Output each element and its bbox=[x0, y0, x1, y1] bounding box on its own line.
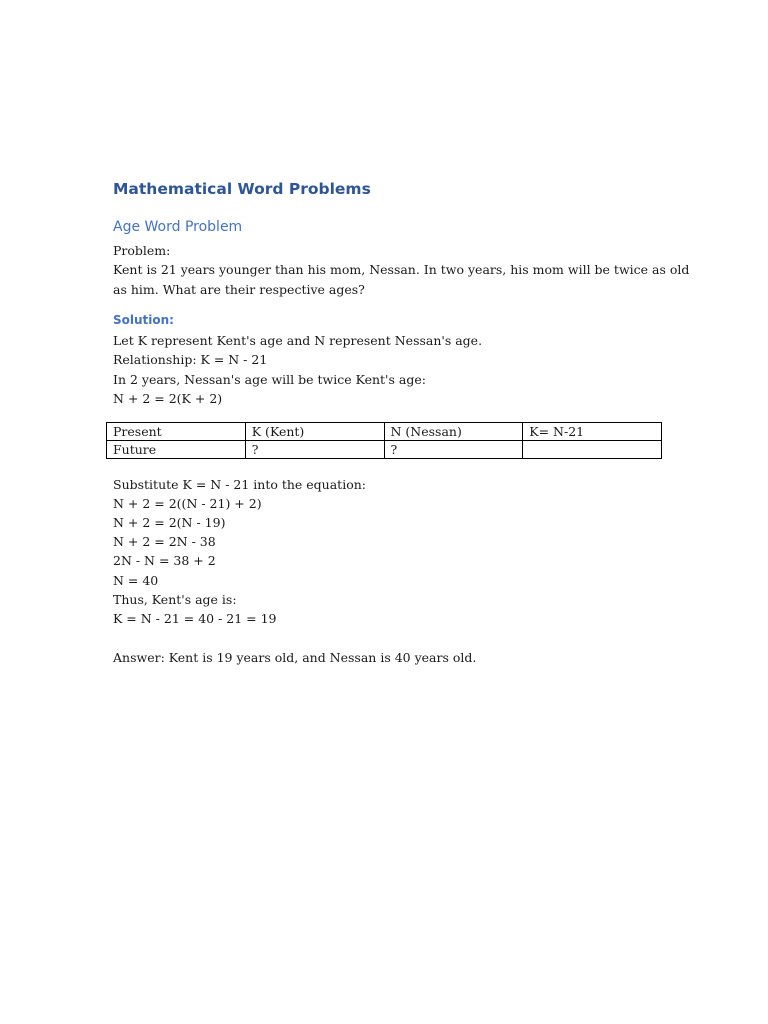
table-row bbox=[107, 423, 662, 441]
solution-line: N + 2 = 2(K + 2) bbox=[113, 391, 223, 406]
table-cell: K (Kent) bbox=[245, 423, 384, 441]
section-heading: Age Word Problem bbox=[113, 219, 243, 235]
table-cell: K= N-21 bbox=[523, 423, 662, 441]
work-line: N = 40 bbox=[113, 573, 159, 588]
work-line: N + 2 = 2(N - 19) bbox=[113, 515, 226, 530]
table-row bbox=[107, 441, 662, 459]
work-line: Thus, Kent's age is: bbox=[113, 592, 237, 607]
problem-text-line-1: Kent is 21 years younger than his mom, Nessan. In two years, his mom will be twice as old bbox=[113, 262, 690, 277]
solution-line: Relationship: K = N - 21 bbox=[113, 352, 268, 367]
table-cell: ? bbox=[384, 441, 523, 459]
work-line: Substitute K = N - 21 into the equation: bbox=[113, 477, 366, 492]
solution-line: In 2 years, Nessan's age will be twice Kent's age: bbox=[113, 372, 426, 387]
table-cell: Future bbox=[107, 441, 246, 459]
table-cell: ? bbox=[245, 441, 384, 459]
solution-heading: Solution: bbox=[113, 313, 174, 327]
age-table bbox=[106, 422, 662, 459]
problem-text-line-2: as him. What are their respective ages? bbox=[113, 282, 365, 297]
work-line: 2N - N = 38 + 2 bbox=[113, 553, 216, 568]
table-cell: Present bbox=[107, 423, 246, 441]
table-cell: N (Nessan) bbox=[384, 423, 523, 441]
work-line: K = N - 21 = 40 - 21 = 19 bbox=[113, 611, 277, 626]
page-title: Mathematical Word Problems bbox=[113, 180, 371, 198]
solution-line: Let K represent Kent's age and N represent Nessan's age. bbox=[113, 333, 483, 348]
answer-text: Answer: Kent is 19 years old, and Nessan is 40 years old. bbox=[113, 650, 477, 665]
work-line: N + 2 = 2((N - 21) + 2) bbox=[113, 496, 262, 511]
work-line: N + 2 = 2N - 38 bbox=[113, 534, 216, 549]
problem-label: Problem: bbox=[113, 243, 171, 258]
table-cell bbox=[523, 441, 662, 459]
